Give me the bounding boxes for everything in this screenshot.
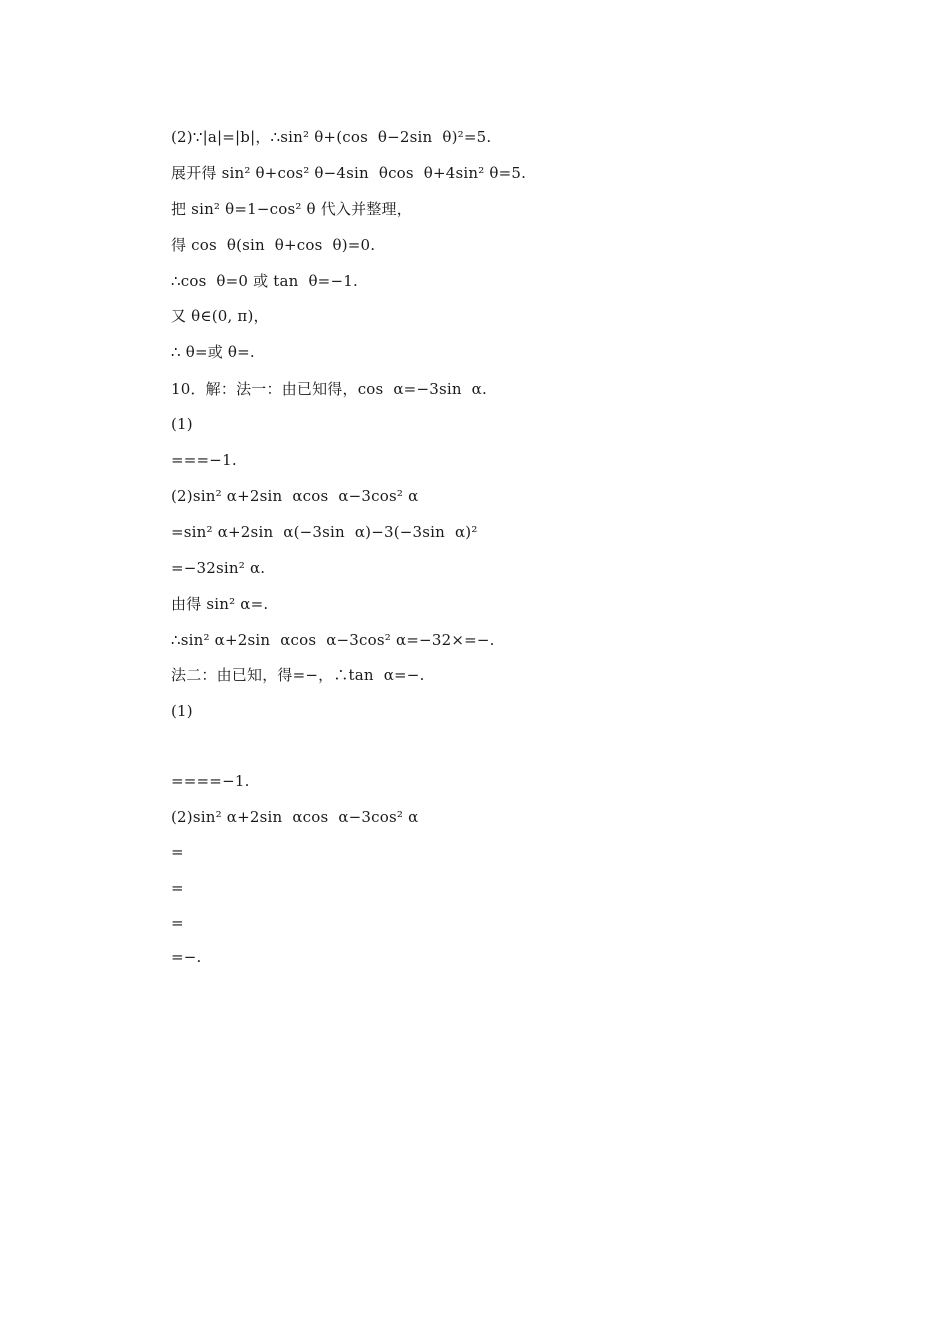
text-line: 把 sin² θ=1−cos² θ 代入并整理，	[171, 200, 412, 218]
text-line: ===−1.	[171, 451, 237, 469]
text-line: 法二：由已知，得=−，∴tan α=−.	[171, 666, 425, 684]
text-line: 得 cos θ(sin θ+cos θ)=0.	[171, 236, 376, 254]
text-line: =	[171, 879, 184, 897]
text-line: 展开得 sin² θ+cos² θ−4sin θcos θ+4sin² θ=5.	[171, 164, 527, 182]
text-line: 10．解：法一：由已知得，cos α=−3sin α.	[171, 380, 487, 398]
text-line: (1)	[171, 702, 193, 720]
text-line: (1)	[171, 415, 193, 433]
text-line: 由得 sin² α=.	[171, 595, 269, 613]
text-line: 又 θ∈(0, π)，	[171, 307, 269, 325]
text-line: ====−1.	[171, 772, 250, 790]
text-line: (2)sin² α+2sin αcos α−3cos² α	[171, 487, 419, 505]
text-line: =−.	[171, 948, 202, 966]
text-line: ∴sin² α+2sin αcos α−3cos² α=−32×=−.	[171, 631, 495, 649]
text-line: (2)sin² α+2sin αcos α−3cos² α	[171, 808, 419, 826]
text-line: =	[171, 914, 184, 932]
text-line: =	[171, 843, 184, 861]
text-line: (2)∵|a|=|b|，∴sin² θ+(cos θ−2sin θ)²=5.	[171, 128, 492, 146]
text-line: ∴cos θ=0 或 tan θ=−1.	[171, 272, 358, 290]
text-line: =sin² α+2sin α(−3sin α)−3(−3sin α)²	[171, 523, 478, 541]
text-line: ∴ θ=或 θ=.	[171, 343, 255, 361]
text-line: =−32sin² α.	[171, 559, 266, 577]
